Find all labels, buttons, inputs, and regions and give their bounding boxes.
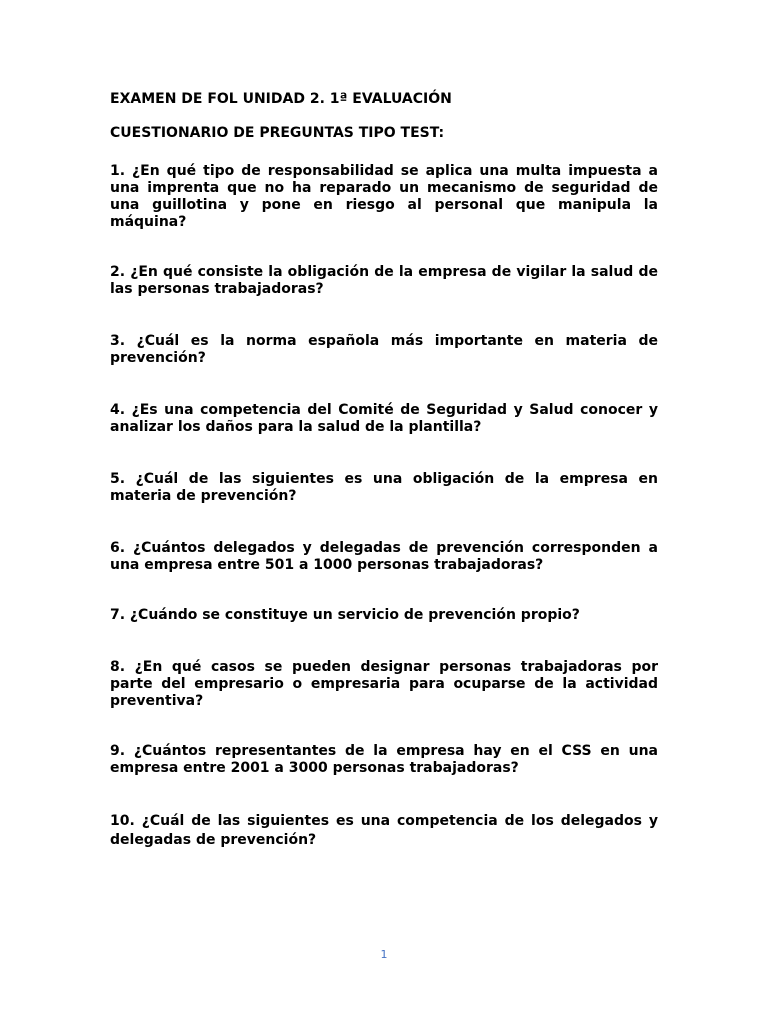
question-1: 1. ¿En qué tipo de responsabilidad se aplica una multa impuesta a una imprenta que no ha reparado un mecanismo de seguridad de una guillotina y pone en riesgo al personal que manipula la máquina? <box>110 163 658 230</box>
question-2: 2. ¿En qué consiste la obligación de la empresa de vigilar la salud de las personas trabajadoras? <box>110 264 658 297</box>
question-10: 10. ¿Cuál de las siguientes es una competencia de los delegados y delegadas de prevención? <box>110 813 658 848</box>
page-number: 1 <box>380 948 388 961</box>
question-3: 3. ¿Cuál es la norma española más importante en materia de prevención? <box>110 333 658 366</box>
questionnaire-heading: CUESTIONARIO DE PREGUNTAS TIPO TEST: <box>110 125 445 141</box>
question-8: 8. ¿En qué casos se pueden designar personas trabajadoras por parte del empresario o empresaria para ocuparse de la actividad preventiva? <box>110 659 658 709</box>
question-9: 9. ¿Cuántos representantes de la empresa hay en el CSS en una empresa entre 2001 a 3000 personas trabajadoras? <box>110 743 658 776</box>
exam-title: EXAMEN DE FOL UNIDAD 2. 1ª EVALUACIÓN <box>110 91 452 107</box>
question-7: 7. ¿Cuándo se constituye un servicio de prevención propio? <box>110 607 580 623</box>
question-5: 5. ¿Cuál de las siguientes es una obligación de la empresa en materia de prevención? <box>110 471 658 504</box>
document-content <box>110 91 658 850</box>
question-4: 4. ¿Es una competencia del Comité de Seguridad y Salud conocer y analizar los daños para la salud de la plantilla? <box>110 402 658 435</box>
question-6: 6. ¿Cuántos delegados y delegadas de prevención corresponden a una empresa entre 501 a 1000 personas trabajadoras? <box>110 540 658 573</box>
